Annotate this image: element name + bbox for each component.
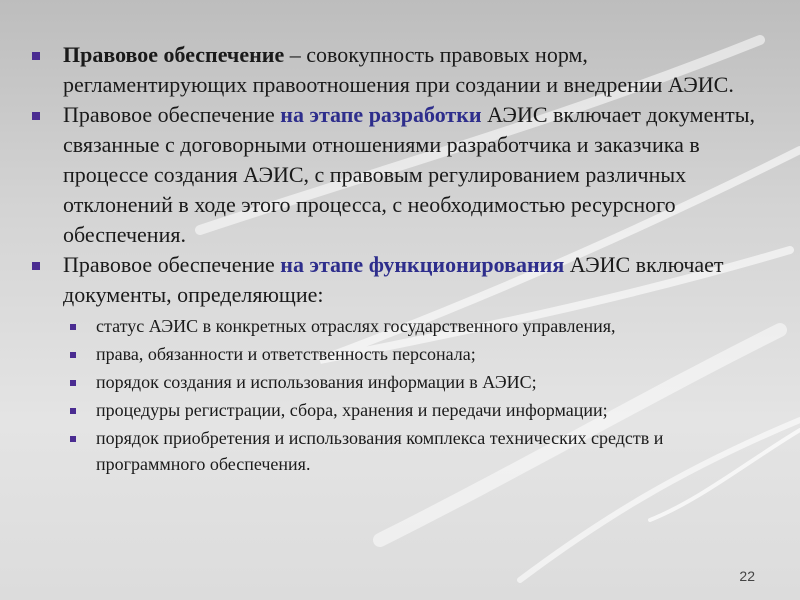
- sub-list-item: [68, 313, 770, 339]
- sub-item-text: порядок приобретения и использования комплекса технических средств и программного обеспечения.: [96, 428, 664, 474]
- square-bullet-icon: [70, 408, 76, 414]
- sub-list-item: [68, 341, 770, 367]
- square-bullet-icon: [70, 380, 76, 386]
- square-bullet-icon: [70, 352, 76, 358]
- sub-list-item: [68, 369, 770, 395]
- square-bullet-icon: [32, 112, 40, 120]
- page-number: 22: [739, 568, 755, 584]
- slide-content: [30, 40, 770, 479]
- item-text-end: АЭИС включает документы, связанные с договорными отношениями разработчика и заказчика в процессе создания АЭИС, с правовым регулированием различных отклонений в ходе этого процесса, с необходимостью ресурсного обеспечения.: [63, 102, 756, 247]
- bullet-item-development-stage: [30, 100, 770, 250]
- bullet-item-operation-stage: [30, 250, 770, 310]
- sub-list-item: [68, 397, 770, 423]
- item-text-start: Правовое обеспечение: [63, 102, 281, 127]
- item-text-end: АЭИС включает документы, определяющие:: [63, 252, 724, 307]
- square-bullet-icon: [32, 262, 40, 270]
- sub-item-text: порядок создания и использования информации в АЭИС;: [96, 372, 537, 392]
- definition-text: – совокупность правовых норм, регламентирующих правоотношения при создании и внедрении АЭИС.: [63, 42, 734, 97]
- sub-item-text: статус АЭИС в конкретных отраслях государственного управления,: [96, 316, 616, 336]
- stage-highlight: на этапе функционирования: [280, 252, 565, 277]
- document-list: [30, 313, 770, 477]
- square-bullet-icon: [70, 436, 76, 442]
- square-bullet-icon: [70, 324, 76, 330]
- sub-item-text: процедуры регистрации, сбора, хранения и передачи информации;: [96, 400, 608, 420]
- sub-item-text: права, обязанности и ответственность персонала;: [96, 344, 476, 364]
- stage-highlight: на этапе разработки: [280, 102, 482, 127]
- term-label: Правовое обеспечение: [63, 42, 285, 67]
- bullet-item-definition: [30, 40, 770, 100]
- square-bullet-icon: [32, 52, 40, 60]
- item-text-start: Правовое обеспечение: [63, 252, 281, 277]
- sub-list-item: [68, 425, 770, 477]
